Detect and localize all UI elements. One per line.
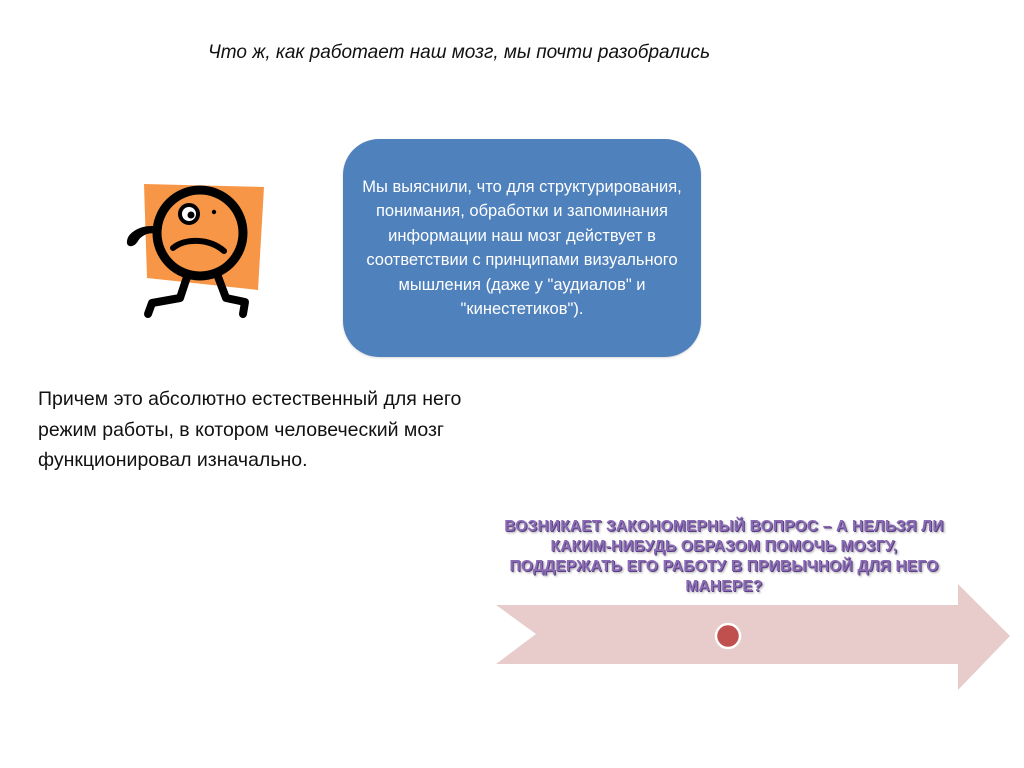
worried-character-icon <box>118 178 278 323</box>
summary-box <box>343 139 701 357</box>
arrow-shape <box>496 584 1010 690</box>
face-circle <box>157 190 243 276</box>
question-heading: ВОЗНИКАЕТ ЗАКОНОМЕРНЫЙ ВОПРОС – А НЕЛЬЗЯ ЛИ КАКИМ-НИБУДЬ ОБРАЗОМ ПОМОЧЬ МОЗГУ, ПОДДЕРЖАТЬ ЕГО РАБОТУ В ПРИВЫЧНОЙ ДЛЯ НЕГО МАНЕРЕ? <box>504 518 944 595</box>
timeline-dot <box>716 624 740 648</box>
timeline-arrow-icon <box>496 584 1010 690</box>
intro-text: Что ж, как работает наш мозг, мы почти разобрались <box>208 42 711 63</box>
summary-text: Мы выяснили, что для структурирования, понимания, обработки и запоминания информации наш мозг действует в соответствии с принципами визуального мышления (даже у "аудиалов" и "кинестетиков"). <box>362 177 682 318</box>
body-paragraph: Причем это абсолютно естественный для него режим работы, в котором человеческий мозг функционировал изначально. <box>38 388 462 471</box>
